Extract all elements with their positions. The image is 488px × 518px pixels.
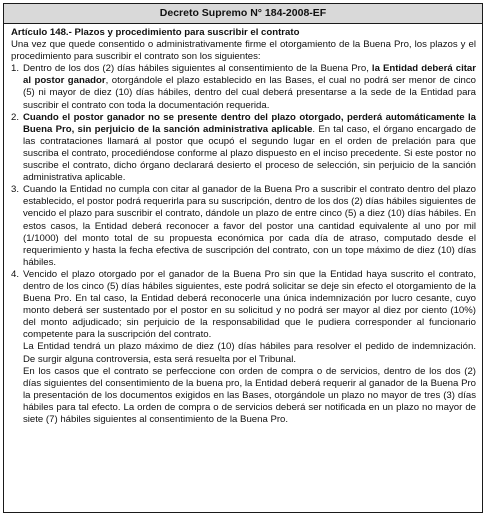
- indemnization-paragraph: La Entidad tendrá un plazo máximo de diez (10) días hábiles para resolver el pedido de indemnización. De surgir alguna controversia, esta será resuelta por el Tribunal.: [23, 341, 476, 365]
- item-1-text-bold: la Entidad deberá citar al postor ganador: [23, 63, 476, 87]
- article-intro: Una vez que quede consentido o administrativamente firme el otorgamiento de la Buena Pro, los plazos y el procedimiento para suscribir el contrato son los siguientes:: [11, 39, 476, 63]
- box-header: Decreto Supremo N° 184-2008-EF: [4, 4, 482, 24]
- list-item-1: [11, 63, 476, 111]
- list-number: 3.: [11, 184, 20, 196]
- article-title: Artículo 148.- Plazos y procedimiento para suscribir el contrato: [11, 27, 300, 38]
- item-1-text-a: Dentro de los dos (2) días hábiles siguientes al consentimiento de la Buena Pro,: [23, 63, 372, 75]
- box-body: [4, 24, 482, 426]
- item-2-text-bold: Cuando el postor ganador no se presente dentro del plazo otorgado, perderá automáticamente la Buena Pro, sin perjuicio de la sanción administrativa aplicable: [23, 111, 476, 135]
- list-item-2: [11, 112, 476, 185]
- list-number: 1.: [11, 63, 20, 75]
- list-number: 2.: [11, 111, 20, 123]
- item-3-text: Cuando la Entidad no cumpla con citar al ganador de la Buena Pro a suscribir el contrato dentro del plazo establecido, el postor podrá requerirla para su suscripción, dentro de los dos (2) días hábiles siguientes de vencido el plazo para suscribir el contrato, dándole un plazo de entre cinco (5) a diez (10) días hábiles. En estos casos, la Entidad deberá reconocer a favor del postor una cantidad equivalente al uno por mil (1/1000) del monto total de su propuesta económica por cada día de atraso, computado desde el requerimiento y hasta la fecha efectiva de suscripción del contrato, con un tope máximo de diez (10) días hábiles.: [23, 184, 476, 268]
- legal-text-box: [3, 3, 483, 513]
- purchase-order-paragraph: En los casos que el contrato se perfeccione con orden de compra o de servicios, dentro de los dos (2) días siguientes del consentimiento de la buena pro, la Entidad deberá requerir al ganador de la Buena Pro la presentación de los documentos exigidos en las Bases, otorgándole un plazo no mayor de tres (3) días hábiles para tal efecto. La orden de compra o de servicios deberá ser notificada en un plazo no mayor de siete (7) hábiles siguientes al consentimiento de la Buena Pro.: [23, 365, 476, 425]
- item-4-text: Vencido el plazo otorgado por el ganador de la Buena Pro sin que la Entidad haya suscrito el contrato, dentro de los cinco (5) días hábiles siguientes, este podrá solicitar se deje sin efecto el otorgamiento de la Buena Pro. En tal caso, la Entidad deberá reconocerle una única indemnización por lucro cesante, cuyo monto deberá ser sustentado por el postor en su solicitud y no podrá ser mayor al diez por ciento (10%) del monto adjudicado; sin perjuicio de la responsabilidad que le pudiera corresponder al funcionario competente para la suscripción del contrato.: [23, 268, 476, 341]
- article-list: [11, 63, 476, 341]
- list-item-3: [11, 184, 476, 269]
- list-item-4: [11, 269, 476, 342]
- list-number: 4.: [11, 268, 20, 280]
- item-2-text-b: . En tal caso, el órgano encargado de las contrataciones llamará al postor que ocupó el segundo lugar en el orden de prelación para que suscriba el contrato, procediéndose conforme al plazo dispuesto en el inciso precedente. Si este postor no suscribe el contrato, dicho órgano declarará desierto el proceso de selección, sin perjuicio de la sanción administrativa aplicable.: [23, 123, 476, 184]
- item-1-text-c: , otorgándole el plazo establecido en las Bases, el cual no podrá ser menor de cinco (5) ni mayor de diez (10) días hábiles, dentro del cual deberá presentarse a la sede de la Entidad para suscribir el contrato con toda la documentación requerida.: [23, 75, 476, 111]
